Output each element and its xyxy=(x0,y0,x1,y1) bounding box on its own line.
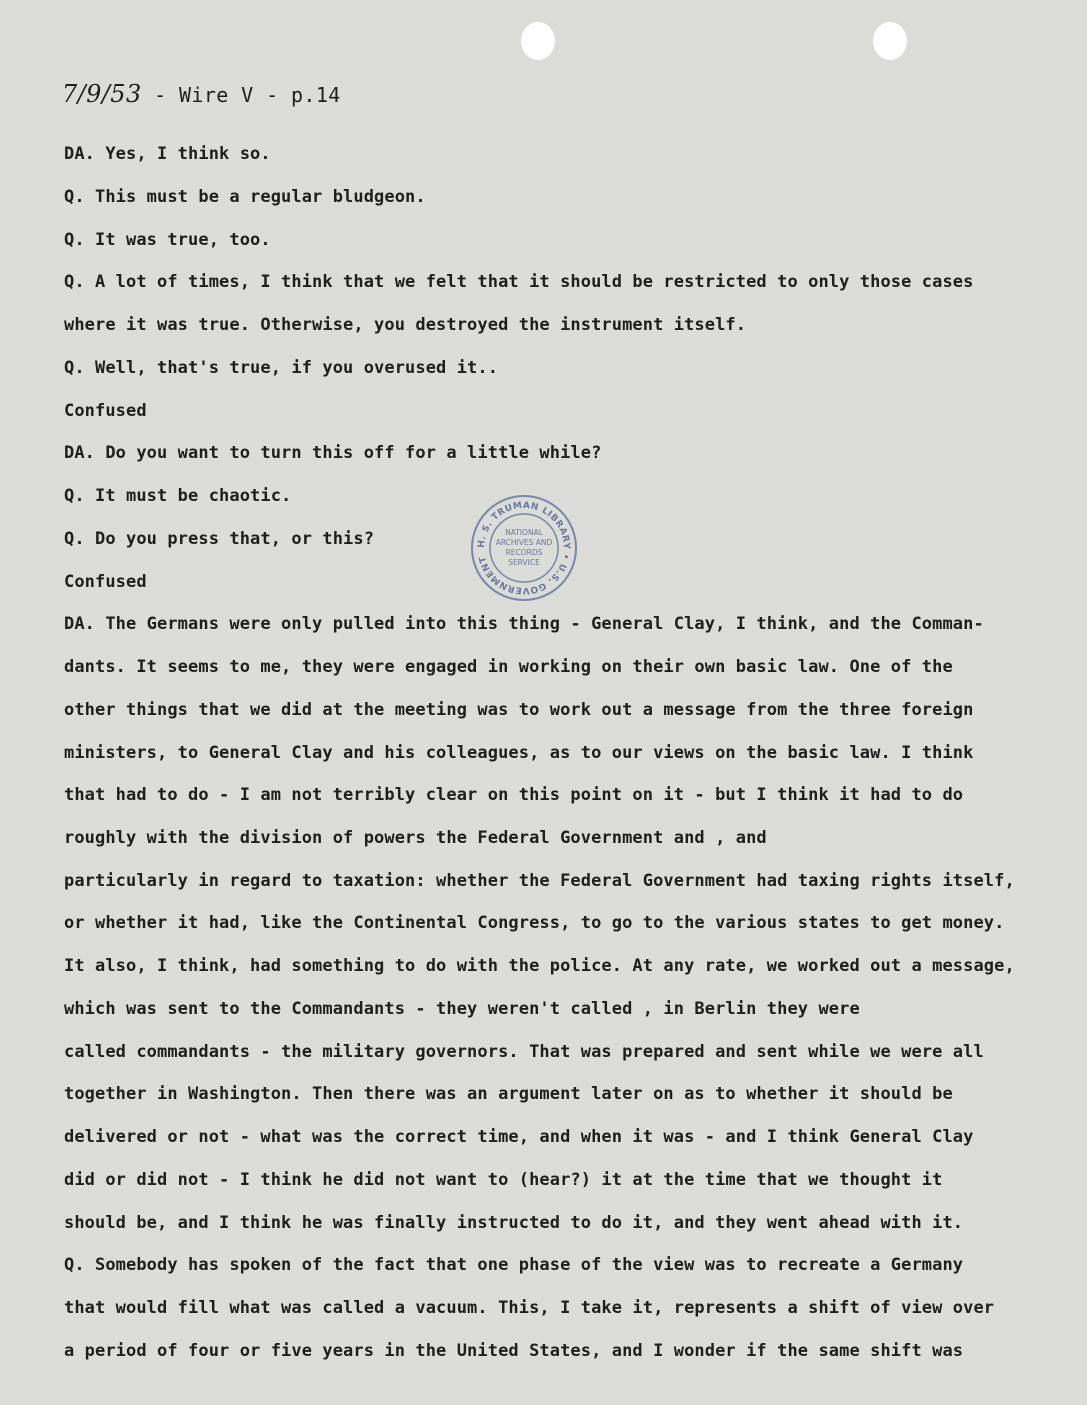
transcript-line: It also, I think, had something to do with the police. At any rate, we worked out a message, xyxy=(64,956,1015,976)
library-stamp xyxy=(468,492,580,604)
page-header xyxy=(62,80,341,108)
transcript-line: Q. Do you press that, or this? xyxy=(64,529,375,549)
stamp-ring-text: H. S. TRUMAN LIBRARY • U.S. GOVERNMENT xyxy=(476,500,572,596)
transcript-line: DA. Yes, I think so. xyxy=(64,144,271,164)
transcript-line: Q. A lot of times, I think that we felt that it should be restricted to only those cases xyxy=(64,272,974,292)
transcript-line: roughly with the division of powers the Federal Government and , and xyxy=(64,828,767,848)
library-stamp-graphic xyxy=(468,492,580,604)
transcript-line: Confused xyxy=(64,572,147,592)
stamp-line: RECORDS xyxy=(505,548,543,557)
transcript-line: Q. It was true, too. xyxy=(64,230,271,250)
punch-hole xyxy=(521,22,555,60)
transcript-line: DA. The Germans were only pulled into this thing - General Clay, I think, and the Comman- xyxy=(64,614,984,634)
transcript-line: which was sent to the Commandants - they weren't called , in Berlin they were xyxy=(64,999,860,1019)
transcript-line: Confused xyxy=(64,401,147,421)
transcript-line: that had to do - I am not terribly clear on this point on it - but I think it had to do xyxy=(64,785,964,805)
transcript-line: ministers, to General Clay and his colleagues, as to our views on the basic law. I think xyxy=(64,743,974,763)
punch-hole xyxy=(873,22,907,60)
transcript-line: called commandants - the military governors. That was prepared and sent while we were all xyxy=(64,1042,984,1062)
transcript-line: other things that we did at the meeting was to work out a message from the three foreign xyxy=(64,700,974,720)
stamp-line: ARCHIVES AND xyxy=(495,538,553,547)
transcript-line: Q. This must be a regular bludgeon. xyxy=(64,187,426,207)
transcript-line: Q. Somebody has spoken of the fact that one phase of the view was to recreate a Germany xyxy=(64,1255,964,1275)
transcript-line: that would fill what was called a vacuum. This, I take it, represents a shift of view over xyxy=(64,1298,995,1318)
stamp-line: SERVICE xyxy=(508,558,540,567)
header-title: - Wire V - p.14 xyxy=(141,83,341,107)
header-date: 7/9/53 xyxy=(62,80,142,108)
transcript-line: or whether it had, like the Continental Congress, to go to the various states to get money. xyxy=(64,913,1005,933)
transcript-line: where it was true. Otherwise, you destroyed the instrument itself. xyxy=(64,315,747,335)
stamp-line: NATIONAL xyxy=(505,528,543,537)
transcript-line: DA. Do you want to turn this off for a little while? xyxy=(64,443,602,463)
transcript-line: dants. It seems to me, they were engaged in working on their own basic law. One of the xyxy=(64,657,953,677)
transcript-line: Q. Well, that's true, if you overused it.. xyxy=(64,358,499,378)
transcript-line: did or did not - I think he did not want to (hear?) it at the time that we thought it xyxy=(64,1170,943,1190)
transcript-line: together in Washington. Then there was an argument later on as to whether it should be xyxy=(64,1084,953,1104)
transcript-line: particularly in regard to taxation: whether the Federal Government had taxing rights itself, xyxy=(64,871,1015,891)
transcript-line: a period of four or five years in the United States, and I wonder if the same shift was xyxy=(64,1341,964,1361)
transcript-line: Q. It must be chaotic. xyxy=(64,486,292,506)
transcript-line: should be, and I think he was finally instructed to do it, and they went ahead with it. xyxy=(64,1213,964,1233)
transcript-line: delivered or not - what was the correct time, and when it was - and I think General Clay xyxy=(64,1127,974,1147)
